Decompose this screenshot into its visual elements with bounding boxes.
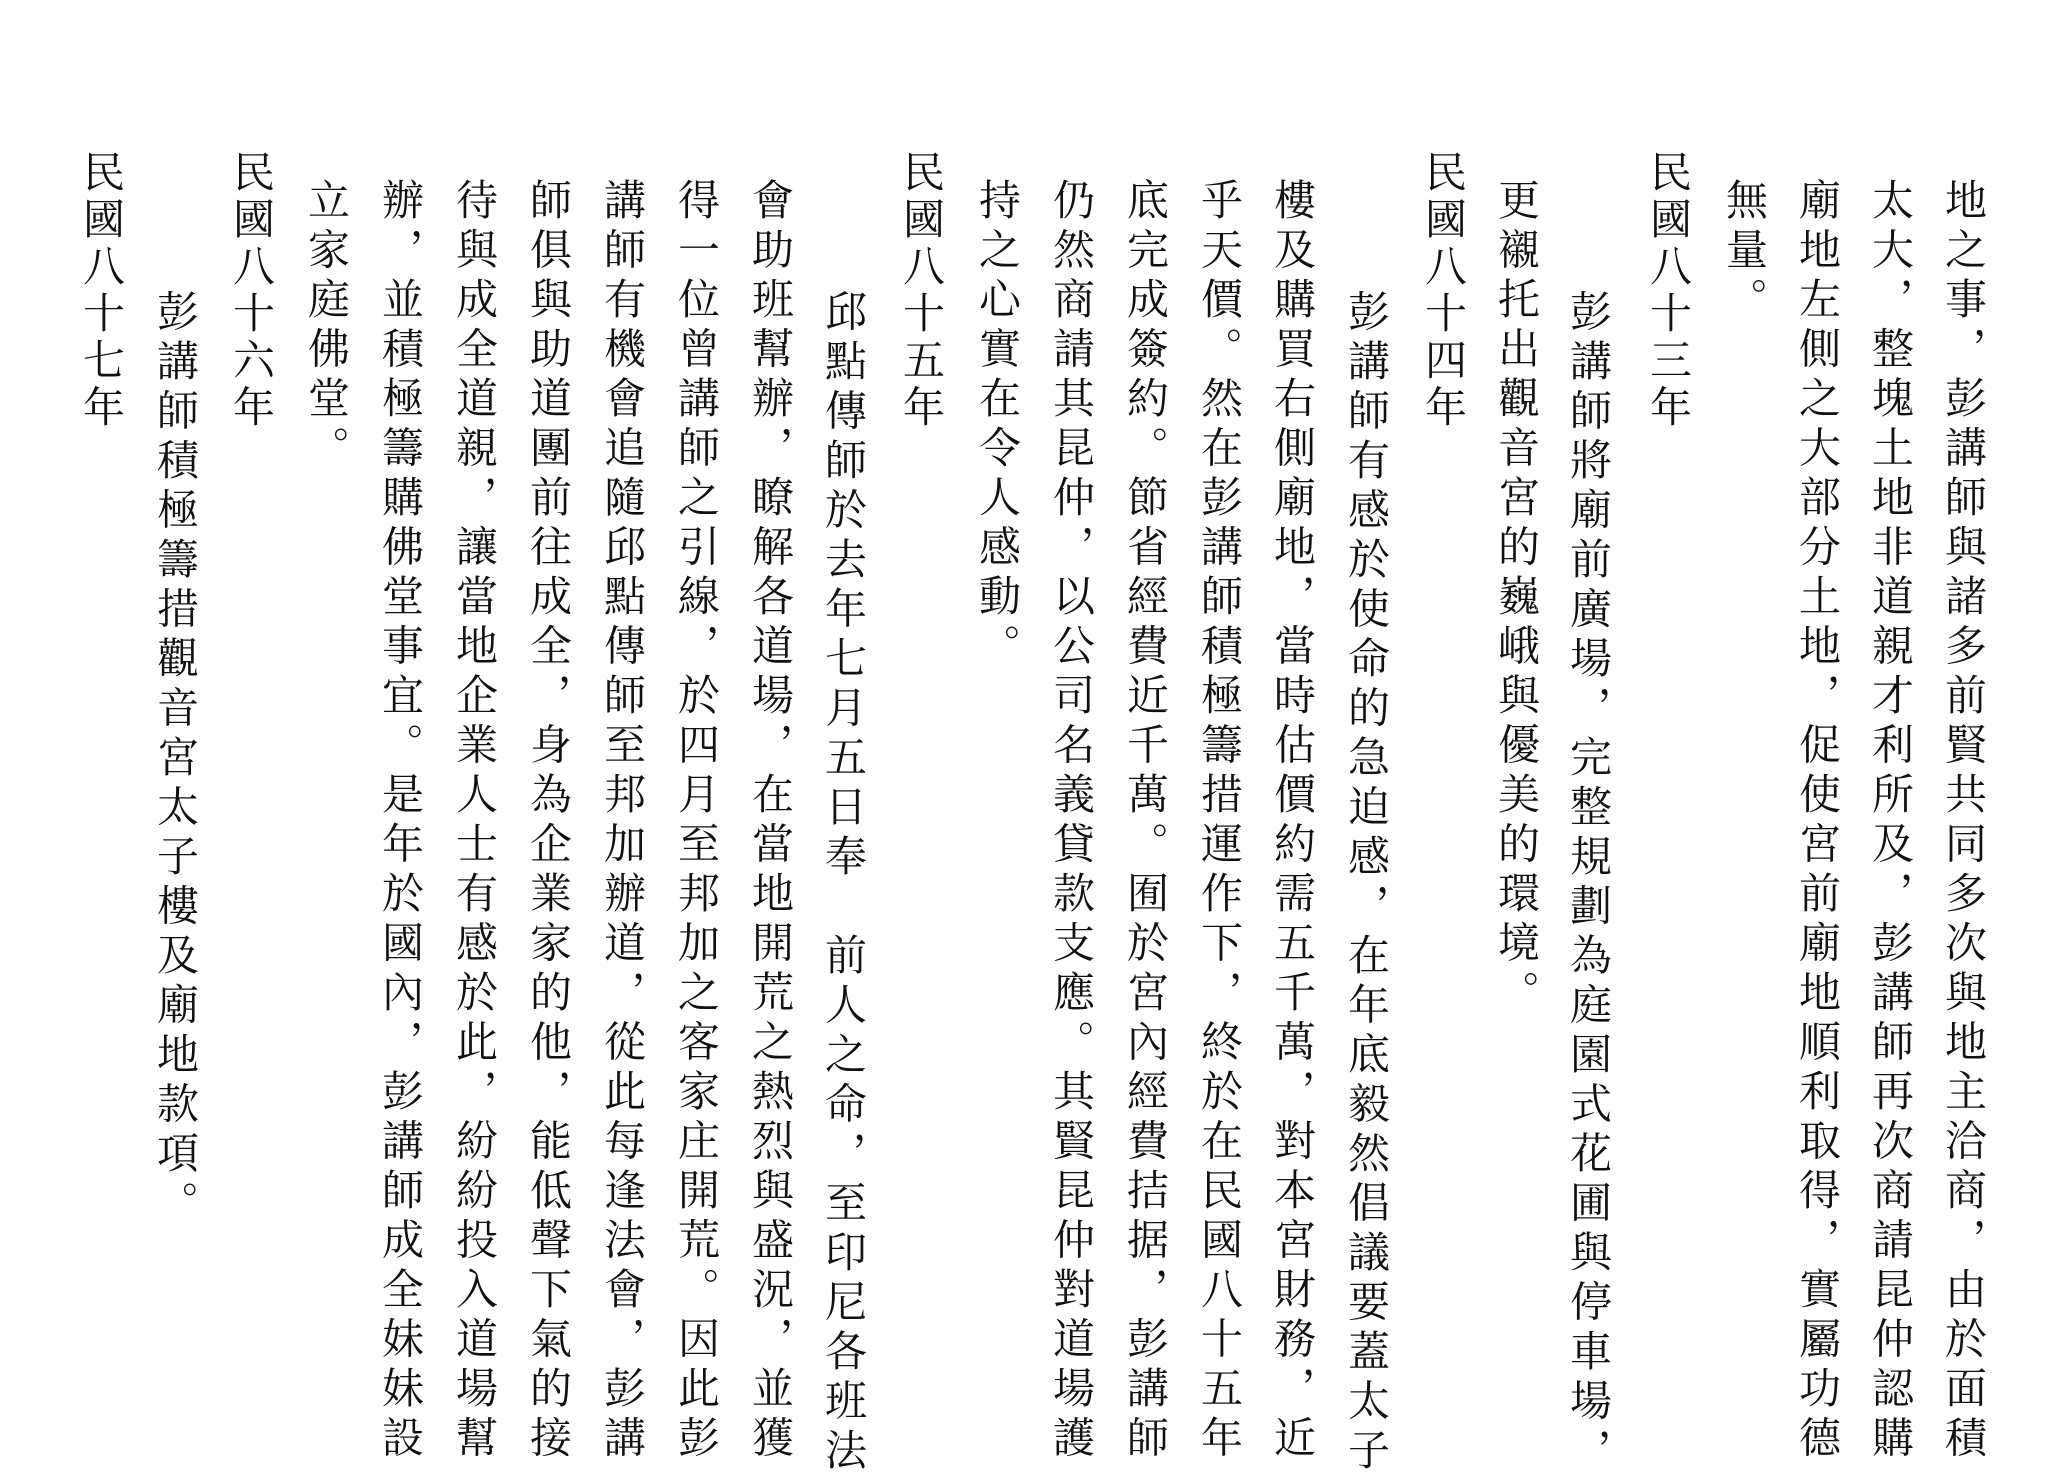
- body-column: 彭講師將廟前廣場，完整規劃為庭園式花圃與停車場，: [1564, 240, 1613, 1478]
- body-column: 樓及購買右側廟地，當時估價約需五千萬，對本宮財務，近: [1268, 178, 1317, 1465]
- year-heading: 民國八十五年: [897, 150, 946, 432]
- body-column: 彭講師積極籌措觀音宮太子樓及廟地款項。: [151, 240, 200, 1230]
- body-column: 得一位曾講師之引線，於四月至邦加之客家庄開荒。因此彭: [672, 178, 721, 1465]
- body-column: 講師有機會追隨邱點傳師至邦加辦道，從此每逢法會，彭講: [598, 178, 647, 1465]
- year-heading: 民國八十六年: [227, 150, 276, 432]
- body-column: 辦，並積極籌購佛堂事宜。是年於國內，彭講師成全妹妹設: [376, 178, 425, 1465]
- body-column: 更襯托出觀音宮的巍峨與優美的環境。: [1492, 178, 1541, 1020]
- year-heading: 民國八十七年: [77, 150, 126, 432]
- year-heading: 民國八十三年: [1644, 150, 1693, 432]
- body-column: 仍然商請其昆仲，以公司名義貸款支應。其賢昆仲對道場護: [1047, 178, 1096, 1465]
- body-column: 廟地左側之大部分土地，促使宮前廟地順利取得，實屬功德: [1793, 178, 1842, 1465]
- body-column: 乎天價。然在彭講師積極籌措運作下，終於在民國八十五年: [1195, 178, 1244, 1465]
- body-column: 待與成全道親，讓當地企業人士有感於此，紛紛投入道場幫: [450, 178, 499, 1465]
- year-heading: 民國八十四年: [1419, 150, 1468, 432]
- body-column: 太大，整塊土地非道親才利所及，彭講師再次商請昆仲認購: [1866, 178, 1915, 1465]
- body-column: 地之事，彭講師與諸多前賢共同多次與地主洽商，由於面積: [1939, 178, 1988, 1465]
- body-column: 彭講師有感於使命的急迫感，在年底毅然倡議要蓋太子: [1342, 240, 1391, 1478]
- body-column: 立家庭佛堂。: [302, 178, 351, 475]
- body-column: 無量。: [1720, 178, 1769, 327]
- body-column: 底完成簽約。節省經費近千萬。囿於宮內經費拮据，彭講師: [1121, 178, 1170, 1465]
- body-column: 師俱與助道團前往成全，身為企業家的他，能低聲下氣的接: [524, 178, 573, 1465]
- body-column: 持之心實在令人感動。: [973, 178, 1022, 673]
- body-column: 邱點傳師於去年七月五日奉 前人之命，至印尼各班法: [819, 240, 868, 1478]
- body-column: 會助班幫辦，瞭解各道場，在當地開荒之熱烈與盛況，並獲: [746, 178, 795, 1465]
